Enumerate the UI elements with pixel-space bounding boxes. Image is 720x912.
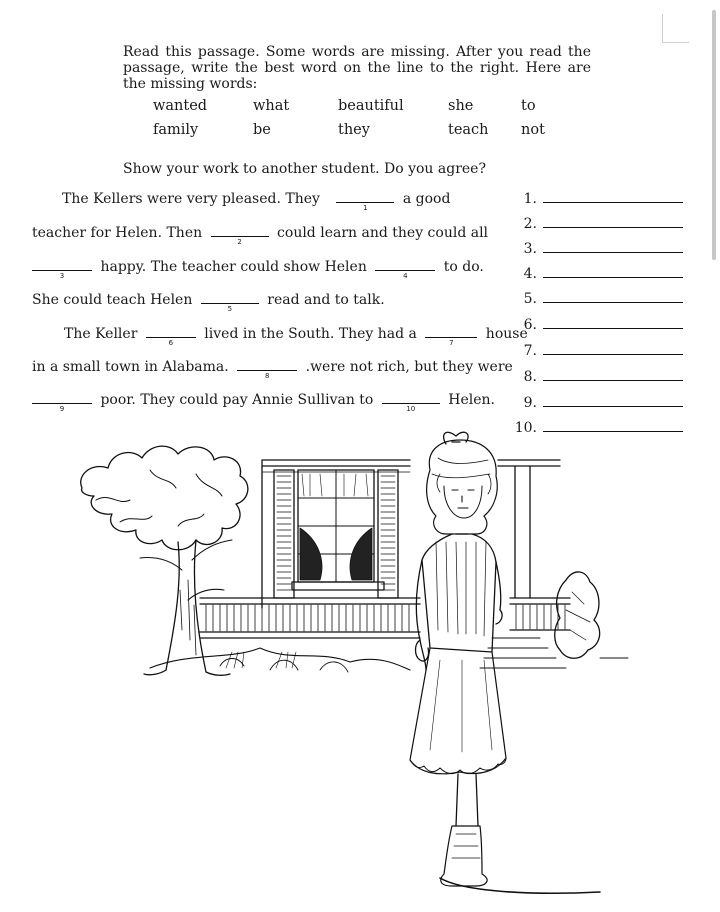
blank-number: 3	[59, 272, 65, 280]
blank-number: 1	[363, 204, 368, 212]
page-corner-mark	[662, 14, 689, 43]
blank-number: 9	[59, 405, 65, 413]
passage-text: The Kellers were very pleased. They	[62, 191, 320, 207]
passage-line-6	[32, 358, 513, 380]
answer-line-3[interactable]	[511, 241, 683, 257]
tree-illustration	[81, 446, 248, 675]
word-bank	[153, 98, 573, 146]
blank-number: 5	[227, 305, 233, 313]
passage-text: happy. The teacher could show Helen	[100, 259, 367, 275]
agree-prompt: Show your work to another student. Do you agree?	[123, 161, 486, 177]
answer-number: 3.	[523, 241, 537, 257]
blank-5[interactable]	[201, 291, 259, 313]
blank-number: 10	[406, 405, 416, 413]
passage-text: poor. They could pay Annie Sullivan to	[100, 392, 374, 408]
blank-number: 6	[168, 339, 174, 347]
answer-number: 4.	[523, 266, 537, 282]
blank-6[interactable]	[146, 325, 196, 347]
blank-9[interactable]	[32, 391, 92, 413]
answer-line-8[interactable]	[511, 369, 683, 385]
scrollbar[interactable]	[712, 10, 716, 260]
passage-text: to do.	[443, 259, 484, 275]
blank-3[interactable]	[32, 258, 92, 280]
girl-illustration	[410, 432, 600, 893]
passage-text: read and to talk.	[267, 292, 385, 308]
word-bank-row	[153, 122, 573, 146]
answer-number: 6.	[523, 317, 537, 333]
answer-number: 10.	[514, 420, 537, 436]
answer-line-1[interactable]	[511, 191, 683, 207]
passage-line-7	[32, 391, 495, 413]
answer-number: 8.	[523, 369, 537, 385]
passage-text: She could teach Helen	[32, 292, 193, 308]
passage-text: house	[485, 326, 528, 342]
word-bank-word: to	[521, 98, 536, 114]
blank-8[interactable]	[237, 358, 297, 380]
passage-line-4	[32, 291, 385, 313]
word-bank-word: beautiful	[338, 98, 404, 114]
blank-number: 2	[237, 238, 242, 246]
answer-line-7[interactable]	[511, 343, 683, 359]
word-bank-word: not	[521, 122, 545, 138]
word-bank-word: wanted	[153, 98, 208, 114]
passage-line-2	[32, 224, 489, 246]
answer-number: 9.	[523, 395, 537, 411]
answer-line-4[interactable]	[511, 266, 683, 282]
word-bank-word: they	[338, 122, 370, 138]
blank-7[interactable]	[425, 325, 477, 347]
instructions: Read this passage. Some words are missing. After you read the passage, write the best word on the line to the right. Here are the missing words:	[123, 44, 591, 92]
blank-1[interactable]	[336, 190, 394, 212]
blank-number: 8	[264, 372, 270, 380]
answer-number: 5.	[523, 291, 537, 307]
word-bank-word: teach	[448, 122, 489, 138]
answer-line-9[interactable]	[511, 395, 683, 411]
answer-number: 7.	[523, 343, 537, 359]
answer-number: 1.	[523, 191, 537, 207]
passage-text: teacher for Helen. Then	[32, 225, 203, 241]
answer-line-2[interactable]	[511, 216, 683, 232]
answer-line-6[interactable]	[511, 317, 683, 333]
answer-number: 2.	[523, 216, 537, 232]
passage-line-1	[62, 190, 451, 212]
passage-text: Helen.	[448, 392, 495, 408]
blank-number: 4	[403, 272, 408, 280]
passage-text: .were not rich, but they were	[305, 359, 513, 375]
blank-10[interactable]	[382, 391, 440, 413]
word-bank-row	[153, 98, 573, 122]
word-bank-word: what	[253, 98, 290, 114]
word-bank-word: family	[153, 122, 199, 138]
answer-line-5[interactable]	[511, 291, 683, 307]
passage-text: a good	[402, 191, 451, 207]
passage-line-3	[32, 258, 484, 280]
passage-text: in a small town in Alabama.	[32, 359, 229, 375]
word-bank-word: she	[448, 98, 474, 114]
passage-text: The Keller	[64, 326, 138, 342]
blank-2[interactable]	[211, 224, 269, 246]
blank-4[interactable]	[375, 258, 435, 280]
illustration	[0, 430, 720, 900]
passage-line-5	[64, 325, 528, 347]
passage-text: lived in the South. They had a	[204, 326, 417, 342]
blank-number: 7	[449, 339, 454, 347]
passage-text: could learn and they could all	[277, 225, 489, 241]
house-illustration	[150, 460, 628, 672]
word-bank-word: be	[253, 122, 271, 138]
